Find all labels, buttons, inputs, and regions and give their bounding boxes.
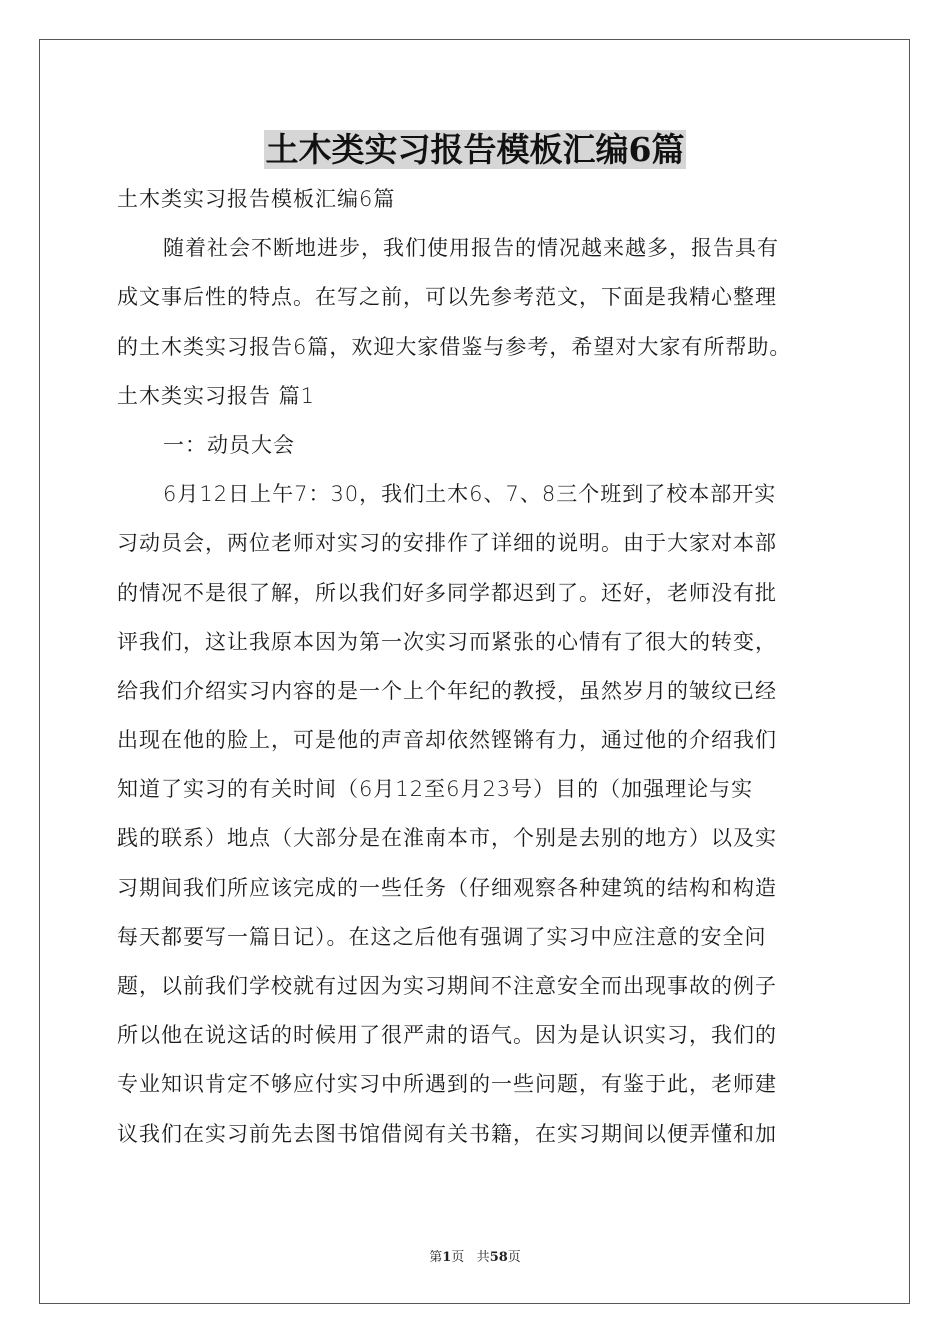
text-line: 所以他在说这话的时候用了很严肃的语气。因为是认识实习，我们的 [117,1023,777,1048]
footer-page-number: 1 [442,1250,452,1265]
text-line: 土木类实习报告 篇1 [117,383,316,408]
text-line: 成文事后性的特点。在写之前，可以先参考范文，下面是我精心整理 [117,285,777,310]
text-line: 习期间我们所应该完成的一些任务（仔细观察各种建筑的结构和构造 [117,875,777,900]
text-line: 给我们介绍实习内容的是一个上个年纪的教授，虽然岁月的皱纹已经 [117,678,777,703]
footer-page-unit: 页 [451,1250,465,1265]
text-line: 专业知识肯定不够应付实习中所遇到的一些问题，有鉴于此，老师建 [117,1072,777,1097]
text-line: 6月12日上午7：30，我们土木6、7、8三个班到了校本部开实 [163,482,777,507]
text-line: 土木类实习报告模板汇编6篇 [117,187,396,211]
footer-prefix: 第 [429,1250,443,1265]
footer-total-prefix: 共 [476,1250,490,1265]
text-line: 题，以前我们学校就有过因为实习期间不注意安全而出现事故的例子 [117,974,777,998]
document-title [0,126,950,174]
footer-total-unit: 页 [507,1250,521,1265]
text-line: 评我们，这让我原本因为第一次实习而紧张的心情有了很大的转变， [117,629,777,654]
text-line: 的土木类实习报告6篇，欢迎大家借鉴与参考，希望对大家有所帮助。 [117,334,792,359]
footer-total-pages: 58 [489,1250,508,1265]
text-line: 知道了实习的有关时间（6月12至6月23号）目的（加强理论与实 [117,777,754,802]
text-line: 每天都要写一篇日记）。在这之后他有强调了实习中应注意的安全问 [117,924,767,949]
document-title-text: 土木类实习报告模板汇编6篇 [265,130,685,169]
document-body [117,175,837,1159]
text-line: 一：动员大会 [163,432,295,457]
text-line: 出现在他的脸上，可是他的声音却依然铿锵有力，通过他的介绍我们 [117,728,777,753]
text-line: 践的联系）地点（大部分是在淮南本市，个别是去别的地方）以及实 [117,826,777,851]
page-footer [0,1246,950,1265]
text-line: 习动员会，两位老师对实习的安排作了详细的说明。由于大家对本部 [117,531,777,556]
text-line: 议我们在实习前先去图书馆借阅有关书籍，在实习期间以便弄懂和加 [117,1121,777,1146]
text-line: 的情况不是很了解，所以我们好多同学都迟到了。还好，老师没有批 [117,580,777,605]
text-line: 随着社会不断地进步，我们使用报告的情况越来越多，报告具有 [163,236,779,261]
